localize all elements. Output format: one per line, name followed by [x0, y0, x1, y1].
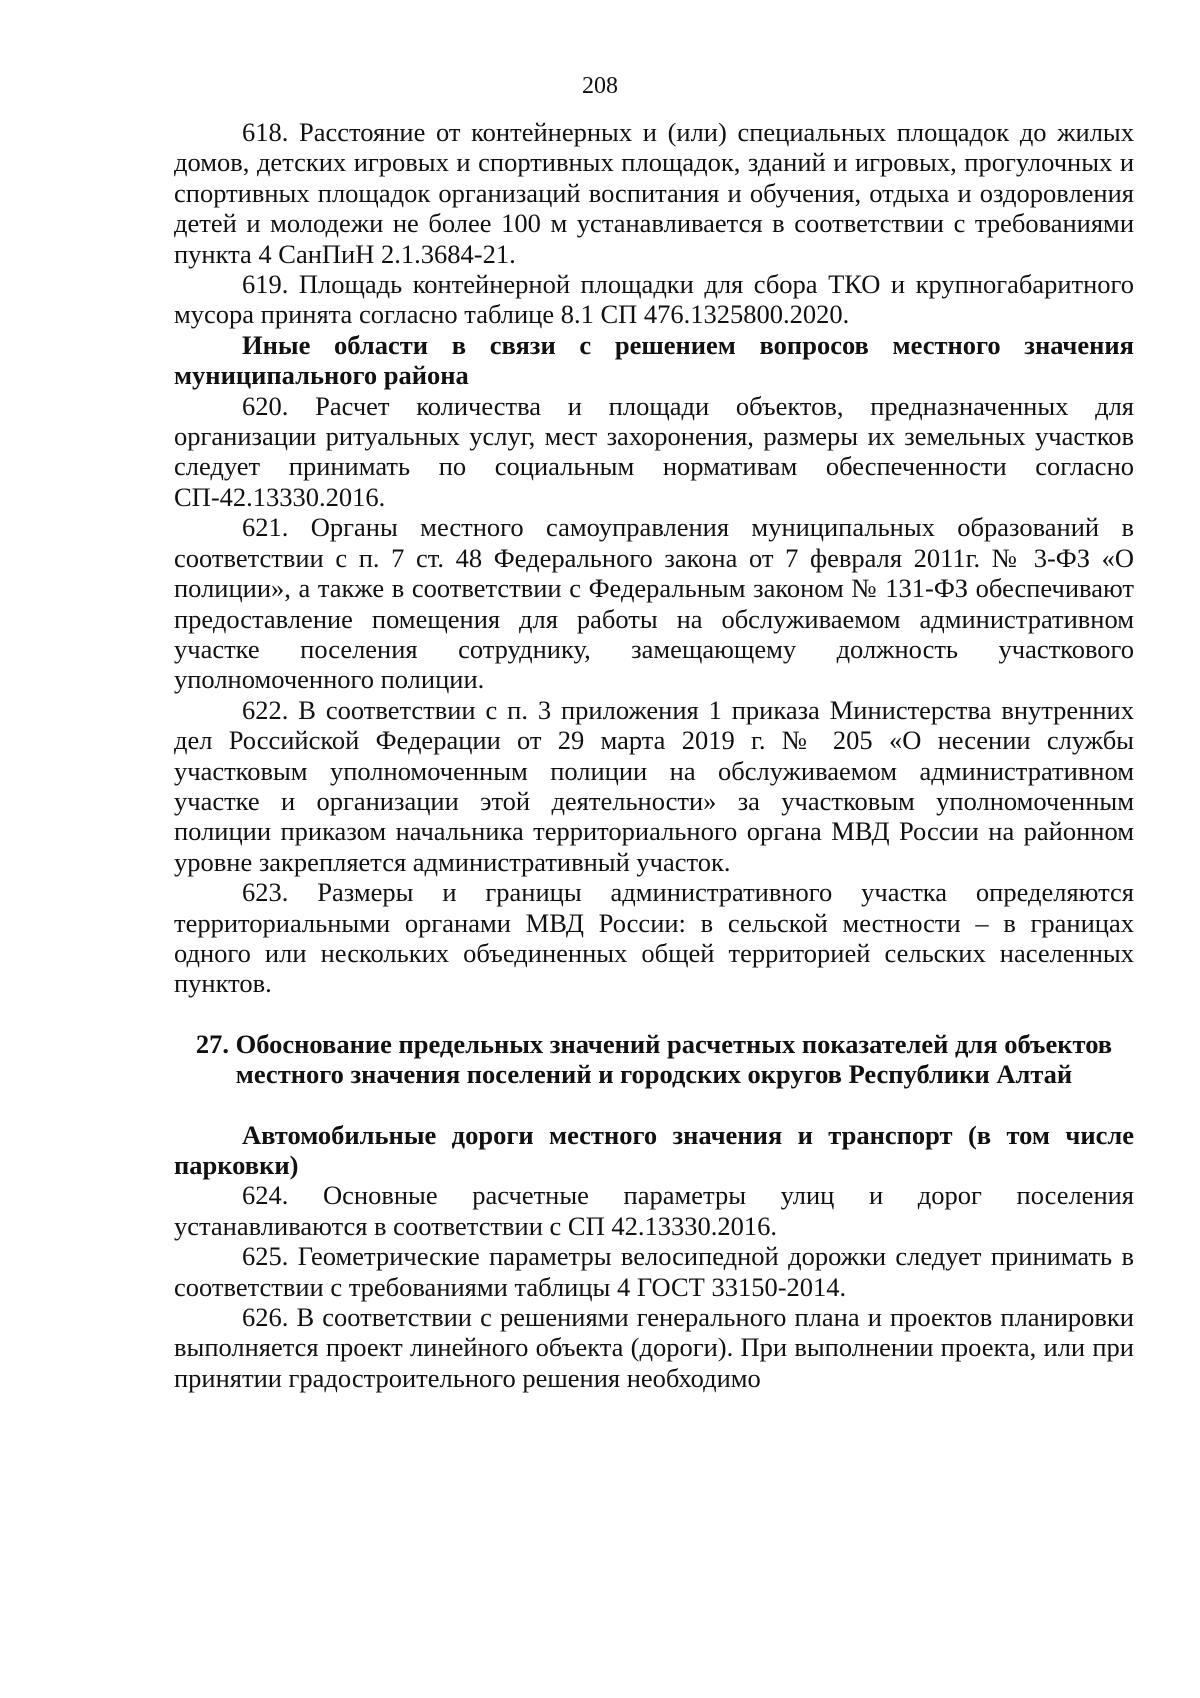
paragraph-620: 620. Расчет количества и площади объектов, предназначенных для организации ритуальных услуг, мест захоронения, размеры их земельных участков следует принимать по социальным нормативам обеспеченности согласно СП-42.13330.2016. [174, 390, 1134, 512]
paragraph-626: 626. В соответствии с решениями генерального плана и проектов планировки выполняется проект линейного объекта (дороги). При выполнении проекта, или при принятии градостроительного решения необходимо [174, 1302, 1134, 1393]
section-27-title: 27. Обоснование предельных значений расчетных показателей для объектов местного значения поселений и городских округов Республики Алтай [195, 1028, 1113, 1090]
paragraph-619: 619. Площадь контейнерной площадки для сбора ТКО и крупногабаритного мусора принята согласно таблице 8.1 СП 476.1325800.2020. [174, 269, 1134, 330]
subheading-other-areas: Иные области в связи с решением вопросов местного значения муниципального района [174, 329, 1134, 391]
paragraph-622: 622. В соответствии с п. 3 приложения 1 приказа Министерства внутренних дел Российской Федерации от 29 марта 2019 г. № 205 «О несении службы участковым уполномоченным полиции на обслуживаемом административном участке и организации этой деятельности» за участковым уполномоченным полиции приказом начальника территориального органа МВД России на районном уровне закрепляется административный участок. [174, 694, 1134, 877]
page-number: 208 [582, 73, 618, 99]
section-gap [174, 999, 1134, 1029]
paragraph-625: 625. Геометрические параметры велосипедной дорожки следует принимать в соответствии с требованиями таблицы 4 ГОСТ 33150-2014. [174, 1241, 1134, 1302]
document-body [174, 117, 1134, 1393]
paragraph-618: 618. Расстояние от контейнерных и (или) специальных площадок до жилых домов, детских игровых и спортивных площадок, зданий и игровых, прогулочных и спортивных площадок организаций воспитания и обучения, отдыха и оздоровления детей и молодежи не более 100 м устанавливается в соответствии с требованиями пункта 4 СанПиН 2.1.3684-21. [174, 117, 1134, 269]
section-gap [174, 1090, 1134, 1120]
subheading-roads: Автомобильные дороги местного значения и транспорт (в том числе парковки) [174, 1119, 1134, 1180]
paragraph-623: 623. Размеры и границы административного участка определяются территориальными органами МВД России: в сельской местности – в границах одного или нескольких объединенных общей территорией сельских населенных пунктов. [174, 877, 1134, 999]
paragraph-624: 624. Основные расчетные параметры улиц и дорог поселения устанавливаются в соответствии с СП 42.13330.2016. [174, 1180, 1134, 1241]
paragraph-621: 621. Органы местного самоуправления муниципальных образований в соответствии с п. 7 ст. 48 Федерального закона от 7 февраля 2011г. № 3-ФЗ «О полиции», а также в соответствии с Федеральным законом № 131-ФЗ обеспечивают предоставление помещения для работы на обслуживаемом административном участке поселения сотруднику, замещающему должность участкового уполномоченного полиции. [174, 512, 1134, 695]
